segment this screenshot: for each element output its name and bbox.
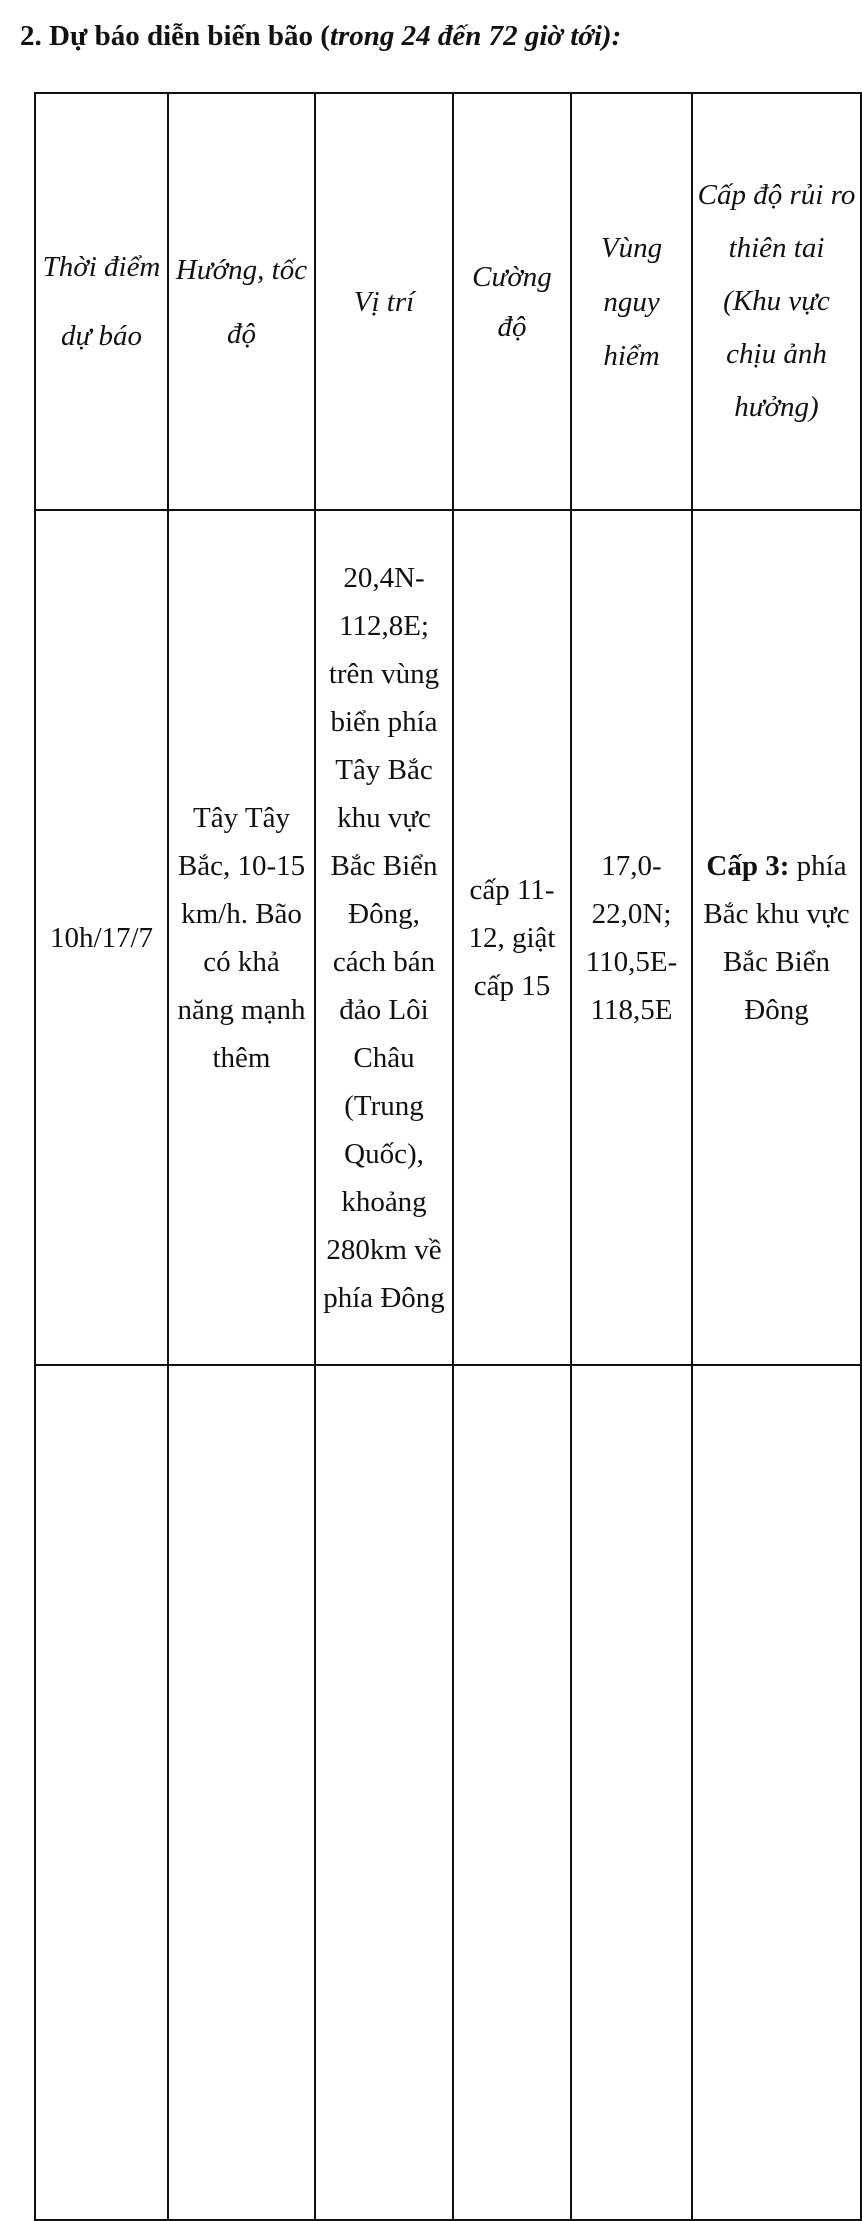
partial-cell	[315, 1365, 453, 2220]
cell-intensity: cấp 11-12, giật cấp 15	[453, 510, 571, 1365]
table-header-row	[35, 93, 861, 510]
section-heading-timeframe: trong 24 đến 72 giờ tới):	[329, 20, 622, 52]
section-heading	[20, 16, 621, 56]
partial-cell	[571, 1365, 692, 2220]
table-row-partial	[35, 1365, 861, 2220]
header-position: Vị trí	[315, 93, 453, 510]
partial-cell	[692, 1365, 861, 2220]
forecast-table-container	[34, 92, 856, 1371]
cell-risk-level	[692, 510, 861, 1365]
risk-area-text: phía Bắc khu vực Bắc Biển Đông	[703, 849, 850, 1026]
header-forecast-time: Thời điểm dự báo	[35, 93, 168, 510]
cell-direction-speed: Tây Tây Bắc, 10-15 km/h. Bão có khả năng mạnh thêm	[168, 510, 315, 1365]
header-risk-level: Cấp độ rủi ro thiên tai (Khu vực chịu ảnh hưởng)	[692, 93, 861, 510]
risk-level-label: Cấp 3:	[706, 849, 790, 882]
cell-forecast-time: 10h/17/7	[35, 510, 168, 1365]
header-direction-speed: Hướng, tốc độ	[168, 93, 315, 510]
table-row	[35, 510, 861, 1365]
partial-cell	[35, 1365, 168, 2220]
partial-cell	[168, 1365, 315, 2220]
header-danger-zone: Vùng nguy hiểm	[571, 93, 692, 510]
cell-danger-zone: 17,0-22,0N; 110,5E-118,5E	[571, 510, 692, 1365]
header-intensity: Cường độ	[453, 93, 571, 510]
forecast-table	[34, 92, 862, 2221]
section-heading-main: 2. Dự báo diễn biến bão (	[20, 20, 330, 52]
cell-position: 20,4N-112,8E; trên vùng biển phía Tây Bắc khu vực Bắc Biển Đông, cách bán đảo Lôi Châu (Trung Quốc), khoảng 280km về phía Đông	[315, 510, 453, 1365]
partial-cell	[453, 1365, 571, 2220]
